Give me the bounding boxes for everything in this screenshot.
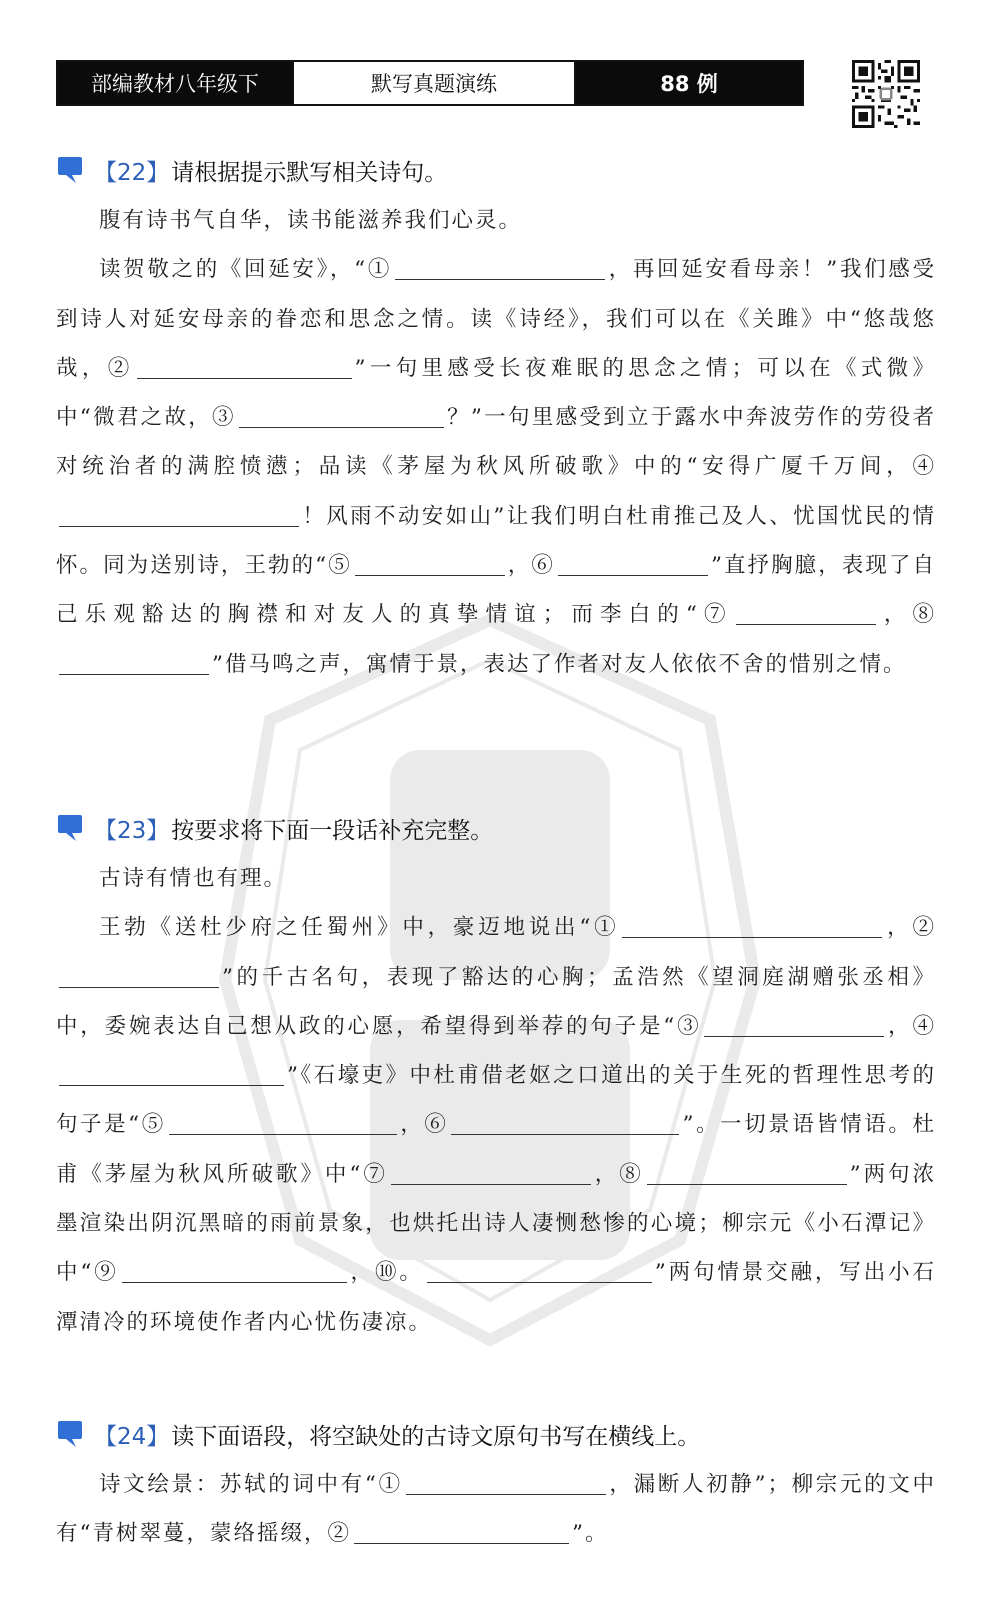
blank-marker: ⑦ [698,602,733,628]
body-text: ”的千古名句，表现了豁达的心胸；孟浩然《望洞庭湖赠张丞相》中，委婉表达自己想从政的心愿，希望得到举荐的句子是“ [56,964,936,1039]
body-text: ，漏断人初静”；柳宗元的文中有“青树翠蔓，蒙络摇缀， [56,1472,936,1547]
header-subject: 默写真题演练 [292,62,576,104]
answer-blank-7[interactable] [391,1158,591,1185]
answer-blank-3[interactable] [704,1010,884,1037]
answer-blank-4[interactable] [59,1059,284,1086]
question-intro: 古诗有情也有理。 [99,866,288,891]
body-text: ”直抒胸臆，表现了自己乐观豁达的胸襟和对友人的真挚情谊；而李白的“ [56,553,936,628]
body-text: ”。一切景语皆情语。杜甫《茅屋为秋风所破歌》中“ [56,1112,936,1187]
question-title: 按要求将下面一段话补充完整。 [171,817,494,844]
question-24 [56,1414,936,1559]
answer-blank-9[interactable] [122,1256,347,1283]
blank-marker: ⑥ [424,1112,449,1138]
body-text: ， [878,602,913,628]
blank-marker: ⑩ [374,1260,400,1286]
answer-blank-2[interactable] [59,961,219,988]
question-body [56,245,936,689]
body-text: 王勃《送杜少府之任蜀州》中，豪迈地说出“ [99,915,593,941]
blank-marker: ② [912,915,936,941]
answer-blank-3[interactable] [239,401,444,428]
answer-blank-6[interactable] [558,549,708,576]
question-body [56,1460,936,1559]
body-text: ， [507,553,532,579]
body-text: ”一句里感受长夜难眠的思念之情；可以在《式微》中“微君之故， [56,355,936,431]
question-number: 【22】 [94,159,170,186]
blank-marker: ① [592,915,620,941]
blank-marker: ⑥ [531,553,555,579]
question-title: 请根据提示默写相关诗句。 [171,159,448,186]
blank-marker: ④ [912,1013,936,1039]
body-text: 读贺敬之的《回延安》，“ [99,257,368,283]
question-23 [56,808,936,1347]
question-22 [56,150,936,689]
answer-blank-5[interactable] [169,1108,397,1135]
body-text: ， [593,1161,620,1187]
body-text: ”两句浓墨渲染出阴沉黑暗的雨前景象，也烘托出诗人凄恻愁惨的心境；柳宗元《小石潭记》中“ [56,1161,936,1286]
header-textbook: 部编教材八年级下 [58,62,292,104]
question-header [56,150,936,190]
blank-marker: ⑧ [912,602,936,628]
body-text: ， [887,1013,913,1039]
blank-marker: ③ [212,405,236,431]
blank-marker: ① [367,257,393,283]
header-banner [56,60,804,106]
body-text: ”《石壕吏》中杜甫借老妪之口道出的关于生死的哲理性思考的句子是“ [56,1063,936,1138]
blank-marker: ⑦ [362,1161,388,1187]
answer-blank-1[interactable] [622,911,882,938]
bookmark-flag-icon [56,813,86,843]
body-text: ”。 [572,1521,609,1547]
blank-marker: ① [377,1472,403,1497]
blank-marker: ② [107,355,134,381]
bookmark-flag-icon [56,155,86,185]
question-number: 【23】 [94,817,170,844]
body-text: ？”一句里感受到立于露水中奔波劳作的劳役者对统治者的满腔愤懑；品读《茅屋为秋风所破歌》中的“安得广厦千万间， [56,405,936,480]
body-text: ， [399,1112,425,1138]
body-text: ”借马鸣之声，寓情于景，表达了作者对友人依依不舍的惜别之情。 [212,651,907,677]
answer-blank-2[interactable] [137,352,352,379]
body-text: ，再回延安看母亲！”我们感受到诗人对延安母亲的眷恋和思念之情。读《诗经》，我们可以在《关雎》中“悠哉悠哉， [56,257,936,381]
body-text: ！风雨不动安如山”让我们明白杜甫推己及人、忧国忧民的情怀。同为送别诗，王勃的“ [56,503,936,579]
blank-marker: ⑤ [141,1112,166,1138]
body-text: 。 [399,1260,424,1286]
answer-blank-1[interactable] [406,1468,606,1495]
question-header [56,808,936,848]
body-text: ， [885,915,913,941]
question-title: 读下面语段，将空缺处的古诗文原句书写在横线上。 [171,1423,701,1450]
answer-blank-5[interactable] [355,549,505,576]
blank-marker: ⑧ [619,1161,644,1187]
body-text: ”两句情景交融，写出小石潭清冷的环境使作者内心忧伤凄凉。 [56,1260,936,1335]
answer-blank-2[interactable] [354,1517,569,1544]
blank-marker: ⑤ [328,553,352,579]
qr-code-icon [852,60,920,128]
question-intro: 腹有诗书气自华，读书能滋养我们心灵。 [99,208,523,233]
question-header [56,1414,936,1454]
answer-blank-7[interactable] [736,598,876,625]
body-text: 诗文绘景：苏轼的词中有“ [99,1472,378,1497]
question-number: 【24】 [94,1423,170,1450]
answer-blank-4[interactable] [59,500,299,527]
answer-blank-10[interactable] [427,1256,652,1283]
answer-blank-8[interactable] [59,648,209,675]
header-count: 88 例 [576,62,802,104]
blank-marker: ② [327,1521,352,1547]
answer-blank-6[interactable] [451,1108,679,1135]
answer-blank-1[interactable] [395,253,605,280]
blank-marker: ⑨ [93,1260,119,1286]
bookmark-flag-icon [56,1419,86,1449]
blank-marker: ④ [912,454,936,480]
answer-blank-8[interactable] [647,1158,847,1185]
body-text: ， [349,1260,375,1286]
blank-marker: ③ [676,1013,702,1039]
question-body [56,903,936,1347]
